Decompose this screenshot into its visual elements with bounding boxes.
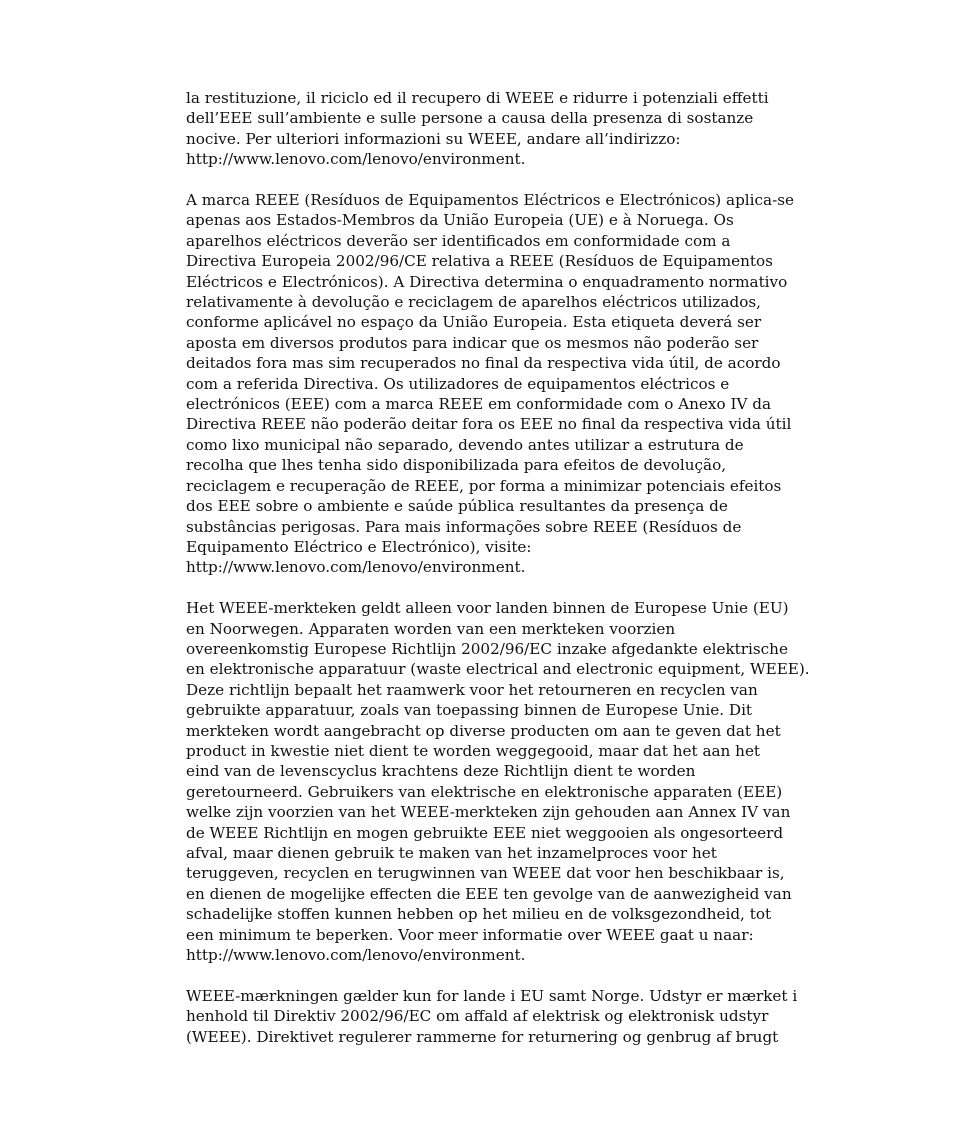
paragraph-portuguese-reee bbox=[186, 190, 806, 578]
text-line: merkteken wordt aangebracht op diverse producten om aan te geven dat het bbox=[186, 721, 781, 740]
text-line: WEEE-mærkningen gælder kun for lande i EU samt Norge. Udstyr er mærket i bbox=[186, 986, 798, 1005]
text-line: aparelhos eléctricos deverão ser identificados em conformidade com a bbox=[186, 231, 731, 250]
text-line: schadelijke stoffen kunnen hebben op het milieu en de volksgezondheid, tot bbox=[186, 905, 772, 924]
text-line: een minimum te beperken. Voor meer informatie over WEEE gaat u naar: bbox=[186, 925, 754, 944]
text-line: Het WEEE-merkteken geldt alleen voor landen binnen de Europese Unie (EU) bbox=[186, 599, 789, 618]
text-line: la restituzione, il riciclo ed il recupero di WEEE e ridurre i potenziali effetti bbox=[186, 89, 769, 107]
text-line: geretourneerd. Gebruikers van elektrische en elektronische apparaten (EEE) bbox=[186, 782, 783, 801]
text-line: de WEEE Richtlijn en mogen gebruikte EEE niet weggooien als ongesorteerd bbox=[186, 823, 784, 842]
text-line: (WEEE). Direktivet regulerer rammerne for returnering og genbrug af brugt bbox=[186, 1027, 779, 1046]
text-line: Directiva Europeia 2002/96/CE relativa a REEE (Resíduos de Equipamentos bbox=[186, 252, 773, 271]
text-line: como lixo municipal não separado, devendo antes utilizar a estrutura de bbox=[186, 435, 744, 454]
text-line: apenas aos Estados-Membros da União Europeia (UE) e à Noruega. Os bbox=[186, 211, 734, 230]
text-line: reciclagem e recuperação de REEE, por forma a minimizar potenciais efeitos bbox=[186, 476, 782, 495]
text-line: Equipamento Eléctrico e Electrónico), visite: bbox=[186, 537, 532, 556]
text-line: welke zijn voorzien van het WEEE-merkteken zijn gehouden aan Annex IV van bbox=[186, 803, 791, 822]
text-line: substâncias perigosas. Para mais informações sobre REEE (Resíduos de bbox=[186, 517, 742, 536]
text-line: relativamente à devolução e reciclagem de aparelhos eléctricos utilizados, bbox=[186, 293, 761, 312]
text-line: deitados fora mas sim recuperados no final da respectiva vida útil, de acordo bbox=[186, 354, 781, 373]
text-line: eind van de levenscyclus krachtens deze Richtlijn dient te worden bbox=[186, 762, 696, 781]
text-line: http://www.lenovo.com/lenovo/environment. bbox=[186, 558, 526, 577]
text-line: nocive. Per ulteriori informazioni su WEEE, andare all’indirizzo: bbox=[186, 129, 681, 148]
text-line: aposta em diversos produtos para indicar que os mesmos não poderão ser bbox=[186, 333, 759, 352]
paragraph-italian-weee bbox=[186, 88, 806, 170]
paragraph-danish-weee bbox=[186, 986, 806, 1047]
text-line: http://www.lenovo.com/lenovo/environment. bbox=[186, 946, 526, 965]
text-line: http://www.lenovo.com/lenovo/environment. bbox=[186, 150, 526, 169]
text-line: teruggeven, recyclen en terugwinnen van WEEE dat voor hen beschikbaar is, bbox=[186, 864, 785, 883]
text-line: dos EEE sobre o ambiente e saúde pública resultantes da presença de bbox=[186, 497, 728, 516]
text-line: gebruikte apparatuur, zoals van toepassing binnen de Europese Unie. Dit bbox=[186, 701, 753, 720]
text-line: product in kwestie niet dient te worden weggegooid, maar dat het aan het bbox=[186, 741, 761, 760]
text-line: conforme aplicável no espaço da União Europeia. Esta etiqueta deverá ser bbox=[186, 313, 762, 332]
text-line: dell’EEE sull’ambiente e sulle persone a causa della presenza di sostanze bbox=[186, 109, 754, 128]
text-line: en dienen de mogelijke effecten die EEE ten gevolge van de aanwezigheid van bbox=[186, 884, 792, 903]
text-line: electrónicos (EEE) com a marca REEE em conformidade com o Anexo IV da bbox=[186, 395, 772, 414]
text-line: afval, maar dienen gebruik te maken van het inzamelproces voor het bbox=[186, 844, 717, 862]
text-line: en Noorwegen. Apparaten worden van een merkteken voorzien bbox=[186, 619, 676, 638]
text-line: Eléctricos e Electrónicos). A Directiva determina o enquadramento normativo bbox=[186, 272, 788, 291]
text-line: Deze richtlijn bepaalt het raamwerk voor het retourneren en recyclen van bbox=[186, 680, 758, 699]
text-line: Directiva REEE não poderão deitar fora os EEE no final da respectiva vida útil bbox=[186, 415, 792, 434]
text-line: recolha que lhes tenha sido disponibilizada para efeitos de devolução, bbox=[186, 456, 727, 475]
text-line: com a referida Directiva. Os utilizadores de equipamentos eléctricos e bbox=[186, 374, 730, 393]
text-line: henhold til Direktiv 2002/96/EC om affald af elektrisk og elektronisk udstyr bbox=[186, 1007, 769, 1026]
document-page bbox=[186, 88, 810, 1067]
text-line: en elektronische apparatuur (waste electrical and electronic equipment, WEEE). bbox=[186, 660, 810, 679]
text-line: overeenkomstig Europese Richtlijn 2002/96/EC inzake afgedankte elektrische bbox=[186, 639, 788, 658]
text-line: A marca REEE (Resíduos de Equipamentos Eléctricos e Electrónicos) aplica-se bbox=[186, 191, 794, 210]
paragraph-dutch-weee bbox=[186, 598, 810, 965]
